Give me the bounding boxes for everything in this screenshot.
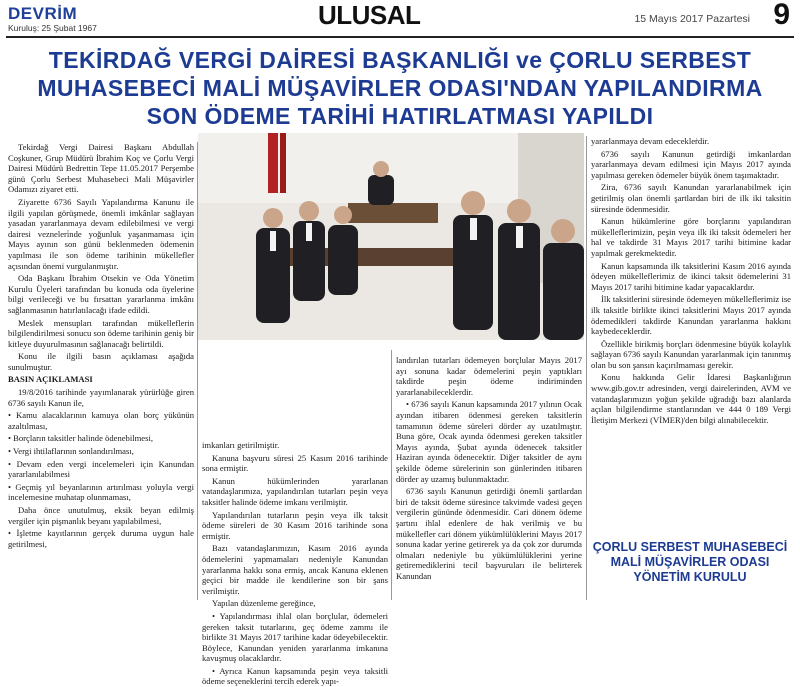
paragraph: Yapılan düzenleme gereğince, bbox=[212, 598, 316, 609]
article-column-1 bbox=[8, 142, 194, 600]
article-column-3 bbox=[396, 355, 582, 600]
bullet-item: • 6736 sayılı Kanun kapsamında 2017 yılının Ocak ayından itibaren ödenmesi gereken taksitlerin tamamının ödeme süreleri dörder ay uzatılmıştır. Buna göre, Ocak ayında ödenmesi gereken taksitler Mayıs ayında, Şubat ayında ödenecek taksitler Haziran ayında ödenecektir. Diğer taksitler de aynı şekilde ödeme sürelerinin son günlerinden itibaren dörder ay uzamış bulunmaktadır. bbox=[396, 399, 582, 484]
press-release-heading: BASIN AÇIKLAMASI bbox=[8, 374, 93, 385]
bullet-item: • Kamu alacaklarının kamuya olan borç yükünün azaltılması, bbox=[8, 410, 194, 431]
paragraph: İlk taksitlerini süresinde ödemeyen mükelleflerimiz ise ilk taksitle birlikte ikinci taksitlerini Mayıs 2017 ayında ödemedikleri takdirde Kanundan yararlanma hakkını kaybedeceklerdir. bbox=[591, 294, 791, 337]
paragraph: Oda Başkanı İbrahim Otsekin ve Oda Yönetim Kurulu Üyeleri tarafından bu konuda oda üyelerine bilgi verileceği ve bu fırsattan yararlanma imkânı sağlanmasının hatırlatılacağı ifade edildi. bbox=[8, 273, 194, 315]
meeting-photo bbox=[198, 133, 584, 340]
newspaper-logo: DEVRİM bbox=[8, 4, 78, 23]
headline-line-2: MUHASEBECİ MALİ MÜŞAVİRLER ODASI'NDAN YAPILANDIRMA bbox=[37, 75, 763, 101]
paragraph: landırılan tutarları ödemeyen borçlular Mayıs 2017 ayı sonuna kadar ödemelerini peşin yaptıkları takdirde peşin ödeme indiriminden yararlanabileceklerdir. bbox=[396, 355, 582, 397]
signature-block bbox=[588, 540, 792, 585]
paragraph: Özellikle birikmiş borçları ödenmesine büyük kolaylık sağlayan 6736 sayılı Kanundan yararlanmak için tanınmış olan bu son şansın kaçırılmaması gerekir. bbox=[591, 338, 791, 370]
bullet-item: • Yapılandırması ihlal olan borçlular, ödemeleri gereken taksit tutarlarını, geç ödeme zammı ile birlikte 31 Mayıs 2017 tarihine kadar ödeyebilecektir. Böylece, Kanundan yeniden yararlanma imkanına kavuşmuş olacaklardır. bbox=[202, 610, 388, 664]
headline-line-3: SON ÖDEME TARİHİ HATIRLATMASI YAPILDI bbox=[146, 103, 654, 129]
article-column-4 bbox=[591, 136, 791, 531]
founding-date: Kuruluş: 25 Şubat 1967 bbox=[8, 23, 97, 33]
paragraph: 6736 sayılı Kanunun getirdiği imkanlardan yararlanmaya devam edilmesi için Mayıs 2017 ayında yapılması gereken ödemeler büyük önem taşımaktadır. bbox=[591, 148, 791, 180]
column-divider bbox=[586, 136, 587, 600]
masthead-divider bbox=[6, 36, 794, 38]
issue-date: 15 Mayıs 2017 Pazartesi bbox=[634, 13, 750, 25]
paragraph: 6736 sayılı Kanunun getirdiği önemli şartlardan biri de taksit ödeme süresince takvimde vadesi geçen vergilerin gününde ödenmesidir. Cari dönem ödeme şartını ihlal edenlere de hak verilmiş ve bu mükellefler cari dönem yükümlülüklerini Mayıs 2017 sonuna kadar yerine getirerek ya da çok zor durumda olmaları nedeniyle bu yükümlülüklerini yerine getiremediklerini tecil başvuruları ile belirterek Kanundan bbox=[396, 486, 582, 581]
paragraph: Kanuna başvuru süresi 25 Kasım 2016 tarihinde sona ermiştir. bbox=[202, 452, 388, 474]
paragraph: Kanun hükümlerinden yararlanan vatandaşlarımıza, yapılandırılan tutarları peşin veya taksitler halinde ödeme imkanı verilmiştir. bbox=[202, 475, 388, 507]
paragraph: Kanun kapsamında ilk taksitlerini Kasım 2016 ayında ödeyen mükelleflerimiz de ikinci taksit ödemelerini 31 Mayıs 2017 tarihi bitimine kadar yapacaklardır. bbox=[591, 260, 791, 292]
bullet-item: • Devam eden vergi incelemeleri için Kanundan yararlanılabilmesi bbox=[8, 458, 194, 480]
bullet-item: • Geçmiş yıl beyanlarının artırılması yoluyla vergi incelemesine muhatap olunmaması, bbox=[8, 481, 194, 503]
paragraph: Kanun hükümlerine göre borçlarını yapılandıran mükelleflerimizin, peşin veya ilk iki taksit ödemeleri her hal ve takdirde 31 Mayıs 2017 tarihi bitimine kadar yapılmak gerekmektedir. bbox=[591, 216, 791, 258]
page-number: 9 bbox=[773, 0, 790, 31]
column-divider bbox=[391, 350, 392, 600]
paragraph: Ziyarette 6736 Sayılı Yapılandırma Kanunu ile ilgili yapılan görüşmede, önemli imkânlar sağlayan yasadan yararlanmaya devam edilebilmesi ve vergi dairesi vezneleri̇nde yoğunluk yaşanmaması için Mayıs ayının son günü beklenmeden ödemenin yapılması ile son ödeme tarihinin mükellefler açısından önemi vurgulanmıştır. bbox=[8, 196, 194, 271]
bullet-item: • Borçların taksitler halinde ödenebilmesi, bbox=[8, 433, 154, 444]
paragraph: Zira, 6736 sayılı Kanundan yararlanabilmek için getirilmiş olan önemli şartlardan biri de ilk iki taksitin süresinde ödenmesidir. bbox=[591, 182, 791, 214]
bullet-item: • Ayrıca Kanun kapsamında peşin veya taksitli ödeme seçeneklerini tercih ederek yapı- bbox=[202, 665, 388, 687]
paragraph: Tekirdağ Vergi Dairesi Başkanı Abdullah Coşkuner, Grup Müdürü İbrahim Koç ve Çorlu Vergi Dairesi Müdürü Bedrettin Tepe 11.05.2017 Perşembe günü Çorlu Serbest Muhasebeci Mali Müşavirler Odamızı ziyaret etti. bbox=[8, 142, 194, 195]
paragraph: Yapılandırılan tutarların peşin veya ilk taksit ödeme süreleri de 30 Kasım 2016 tarihinde sona ermiştir. bbox=[202, 509, 388, 541]
paragraph: Bazı vatandaşlarımızın, Kasım 2016 ayında ödemelerini yapmamaları nedeniyle Kanundan yararlanma hakkı sona ermiş, ancak Kanuna eklenen geçici bir madde ile kendilerine son bir şans verilmiştir. bbox=[202, 543, 388, 596]
paragraph: Konu ile ilgili basın açıklaması aşağıda sunulmuştur. bbox=[8, 351, 194, 372]
signature-line-2: MALİ MÜŞAVİRLER ODASI bbox=[610, 555, 770, 569]
signature-line-3: YÖNETİM KURULU bbox=[633, 570, 747, 584]
headline bbox=[6, 46, 794, 130]
article-column-2 bbox=[202, 440, 388, 687]
paragraph: Meslek mensupları tarafından mükelleflerin bilgilendirilmesi sonucu son ödeme tarihinin geniş bir kitleye duyurulmasının sağlanacağı belirtildi. bbox=[8, 317, 194, 349]
paragraph: Daha önce unutulmuş, eksik beyan edilmiş vergiler için pişmanlık beyanı yapılabilmesi, bbox=[8, 505, 194, 526]
bullet-item: • İşletme kayıtlarının gerçek duruma uygun hale getirilmesi, bbox=[8, 528, 194, 549]
paragraph: Konu hakkında Gelir İdaresi Başkanlığının www.gib.gov.tr adresinden, vergi dairelerinden, AVM ve vatandaşlarımızın yoğun şekilde uğradığı bazı alanlarda açılan bilgilendirme stantlarından ve 444 0 189 Vergi İletişim Merkezi (VİMER)'den bilgi alınabilecektir. bbox=[591, 372, 791, 425]
paragraph: 19/8/2016 tarihinde yayımlanarak yürürlüğe giren 6736 sayılı Kanun ile, bbox=[8, 387, 194, 408]
bullet-item: • Vergi ihtilaflarının sonlandırılması, bbox=[8, 446, 134, 457]
headline-line-1: TEKİRDAĞ VERGİ DAİRESİ BAŞKANLIĞI ve ÇORLU SERBEST bbox=[48, 47, 752, 73]
paragraph: imkanları getirilmiştir. bbox=[202, 440, 280, 450]
paragraph: yararlanmaya devam edecekleṙdir. bbox=[591, 136, 710, 146]
section-title: ULUSAL bbox=[318, 0, 421, 30]
signature-line-1: ÇORLU SERBEST MUHASEBECİ bbox=[592, 540, 788, 554]
